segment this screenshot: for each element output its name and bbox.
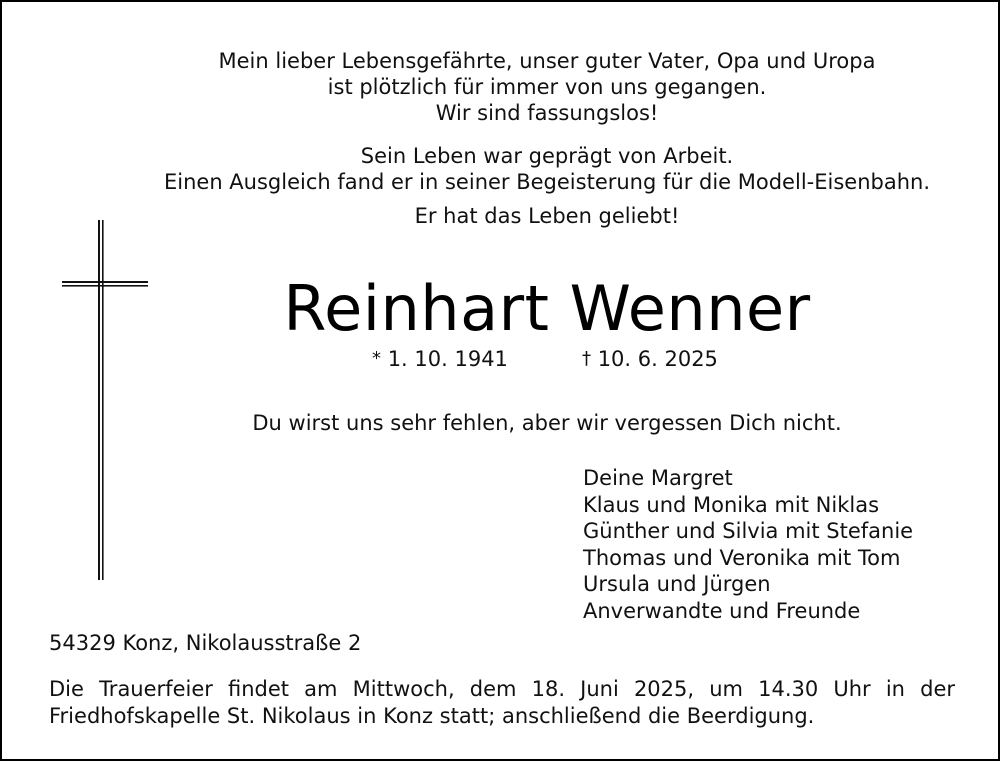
birth-date: 1. 10. 1941 (387, 347, 508, 371)
life-line: Sein Leben war geprägt von Arbeit. (360, 144, 734, 168)
closing-line: Du wirst uns sehr fehlen, aber wir vergessen Dich nicht. (252, 411, 842, 435)
intro-line: Mein lieber Lebensgefährte, unser guter Vater, Opa und Uropa (218, 49, 876, 73)
intro-line: ist plötzlich für immer von uns gegangen. (327, 75, 767, 99)
ceremony-line: Friedhofskapelle St. Nikolaus in Konz statt; anschließend die Beerdigung. (49, 704, 815, 728)
ceremony-line: Die Trauerfeier findet am Mittwoch, dem 18. Juni 2025, um 14.30 Uhr in der (49, 677, 955, 701)
mourners-list (583, 465, 913, 624)
death-symbol: † (582, 348, 591, 369)
mourner: Günther und Silvia mit Stefanie (583, 519, 914, 543)
mourner: Ursula und Jürgen (583, 572, 771, 596)
birth-date-group (372, 344, 508, 374)
mourner: Deine Margret (583, 466, 733, 490)
address: 54329 Konz, Nikolausstraße 2 (49, 631, 362, 655)
mourner: Anverwandte und Freunde (583, 598, 861, 623)
birth-symbol: * (372, 348, 381, 369)
life-line: Einen Ausgleich fand er in seiner Begeisterung für die Modell-Eisenbahn. (163, 170, 930, 194)
deceased-name: Reinhart Wenner (283, 272, 811, 345)
intro-text (92, 48, 1000, 126)
mourner: Thomas und Veronika mit Tom (583, 545, 901, 570)
loved-life-text: Er hat das Leben geliebt! (414, 204, 680, 228)
life-dates (2, 344, 1000, 374)
death-date-group (582, 344, 718, 374)
life-text (92, 143, 1000, 195)
intro-line: Wir sind fassungslos! (435, 101, 659, 125)
death-date: 10. 6. 2025 (597, 347, 718, 371)
ceremony-info (49, 676, 955, 730)
mourner: Klaus und Monika mit Niklas (583, 492, 880, 517)
